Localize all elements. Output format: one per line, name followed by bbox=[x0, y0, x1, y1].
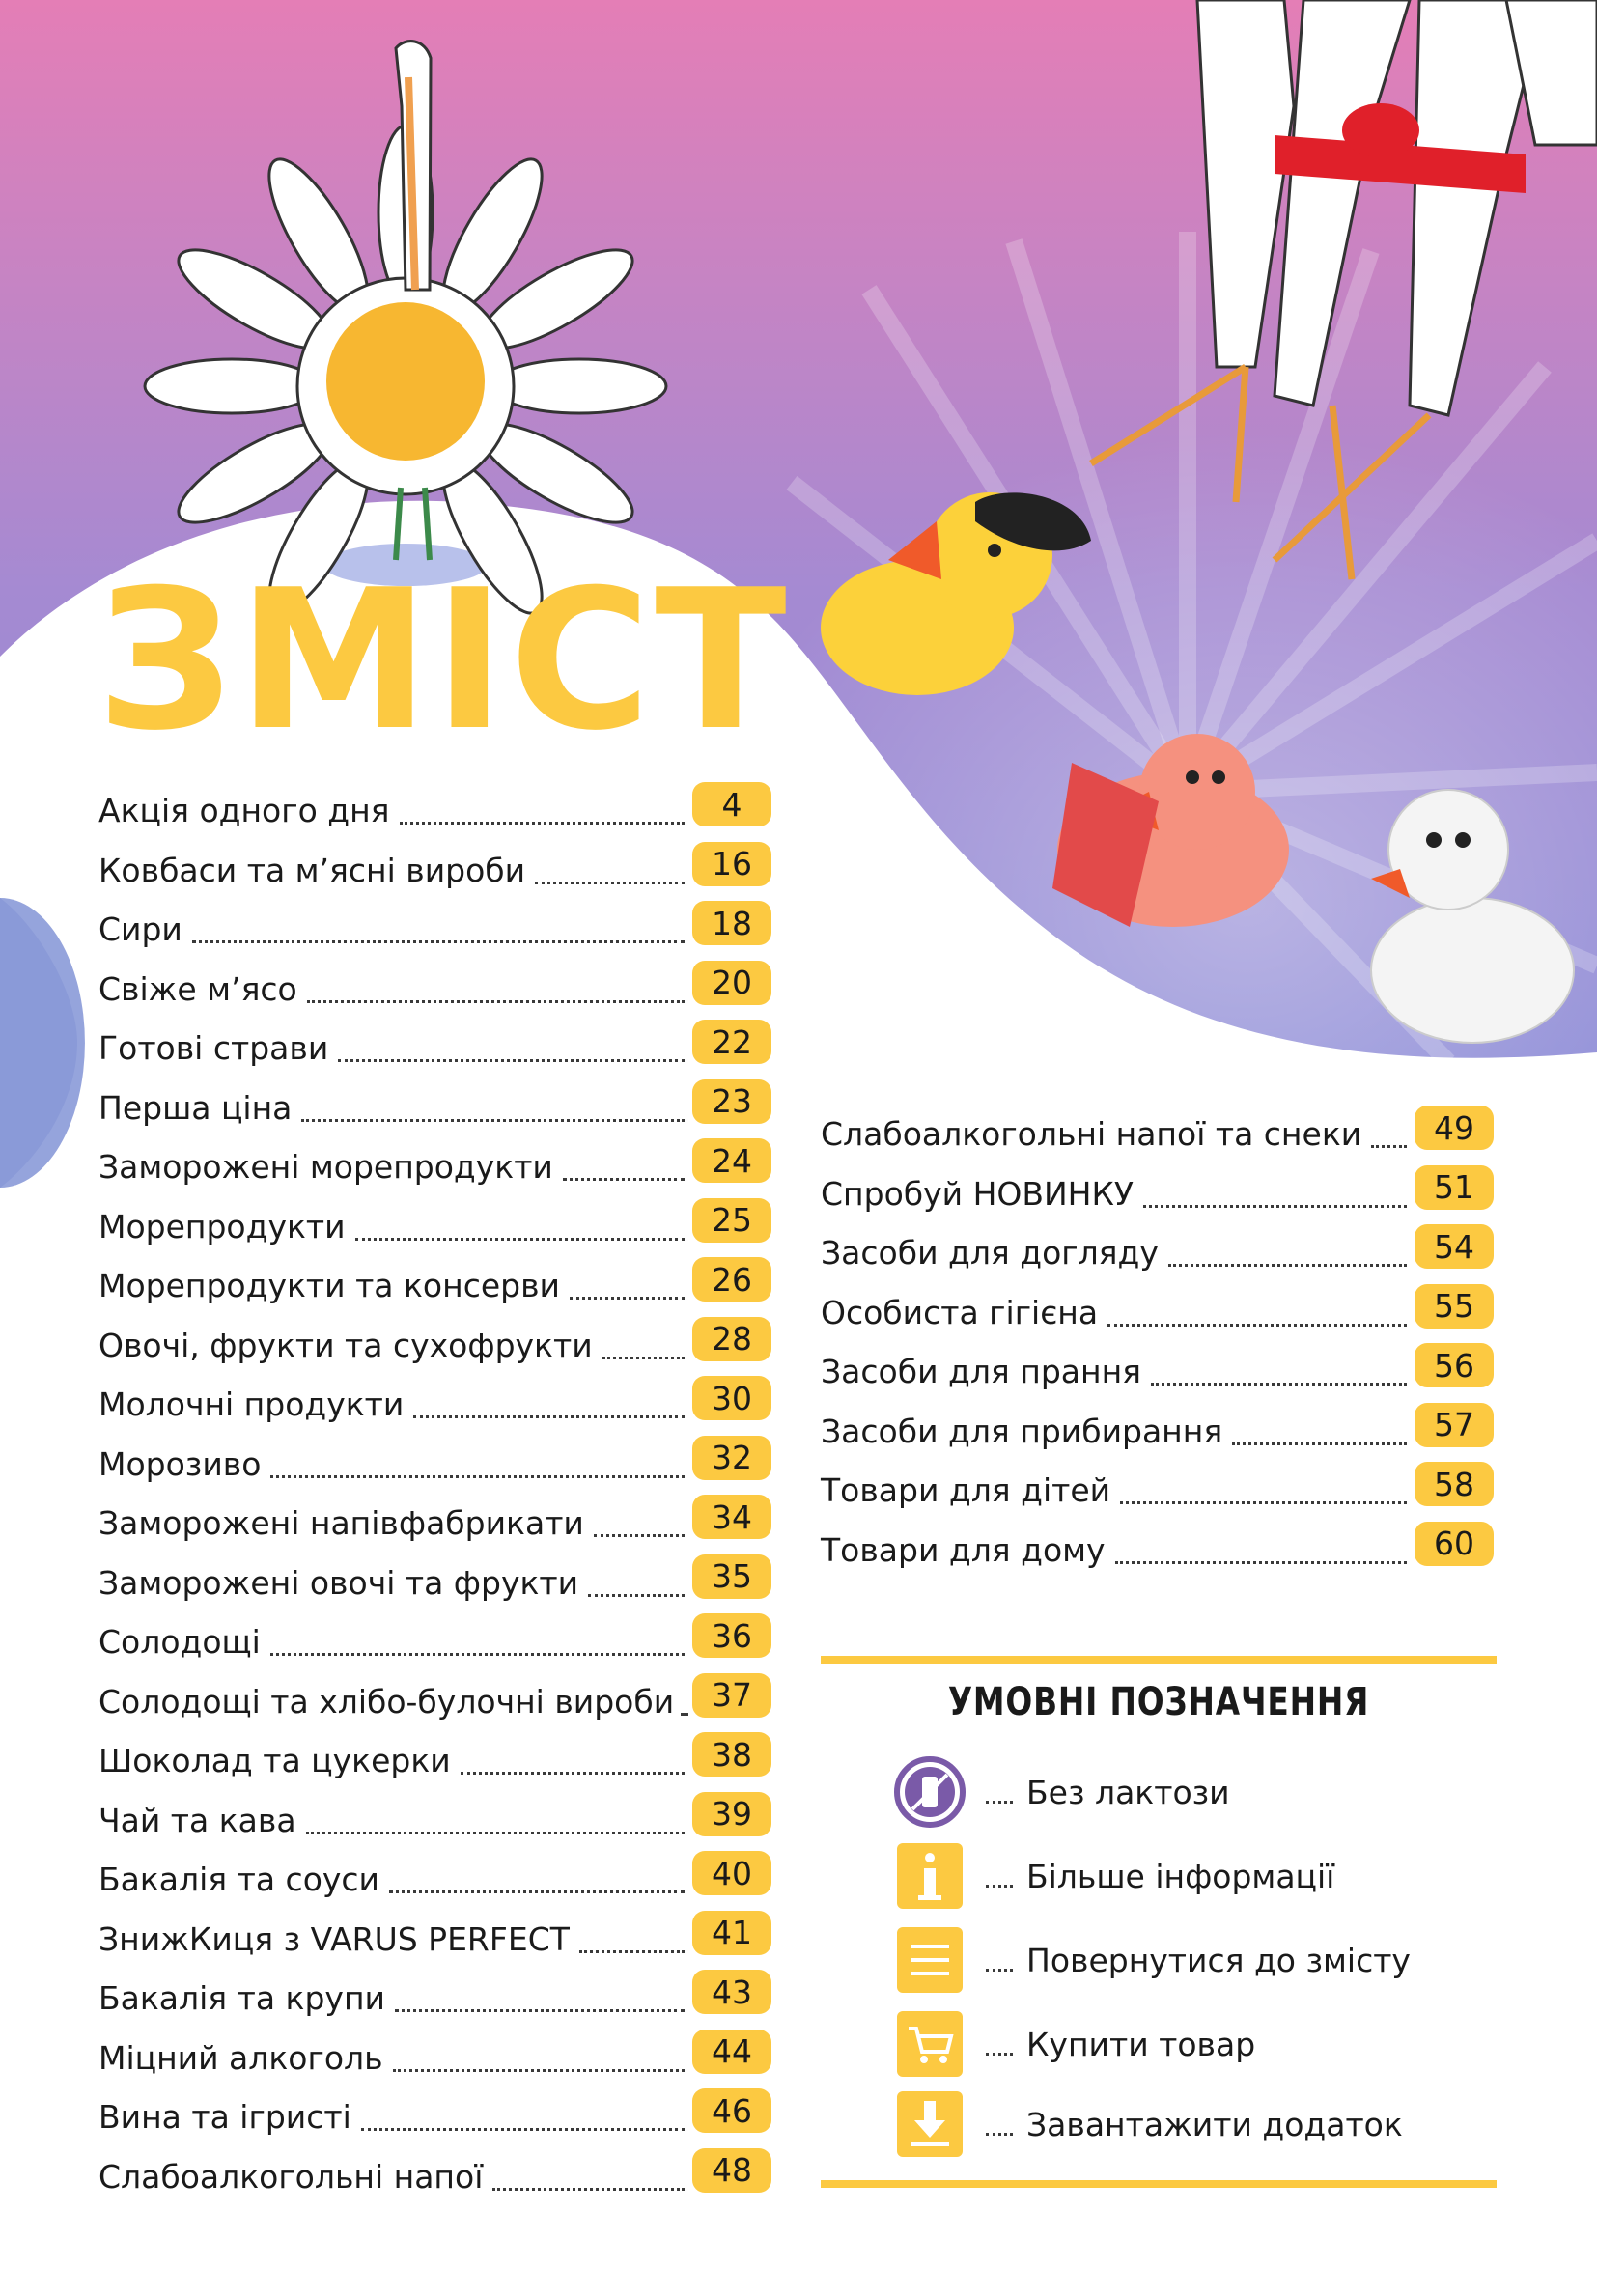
legend-dots bbox=[986, 1885, 1013, 1888]
toc-leader-dots bbox=[1120, 1500, 1407, 1504]
toc-entry[interactable] bbox=[821, 1462, 1415, 1512]
toc-entry-label: Сири bbox=[98, 910, 182, 948]
toc-leader-dots bbox=[684, 1712, 685, 1716]
toc-page-badge[interactable]: 38 bbox=[692, 1732, 771, 1777]
toc-page-badge[interactable]: 20 bbox=[692, 961, 771, 1005]
toc-page-badge[interactable]: 41 bbox=[692, 1911, 771, 1955]
toc-entry[interactable] bbox=[821, 1224, 1415, 1274]
toc-leader-dots bbox=[1232, 1442, 1407, 1445]
toc-entry[interactable] bbox=[98, 2088, 692, 2139]
toc-page-badge[interactable]: 34 bbox=[692, 1495, 771, 1539]
toc-leader-dots bbox=[579, 1949, 685, 1953]
toc-entry[interactable] bbox=[98, 1376, 692, 1426]
legend-item-info bbox=[893, 1839, 1334, 1913]
toc-leader-dots bbox=[338, 1058, 685, 1062]
toc-right-column bbox=[821, 1106, 1497, 1579]
toc-entry[interactable] bbox=[98, 1436, 692, 1486]
toc-page-badge[interactable]: 22 bbox=[692, 1020, 771, 1064]
toc-entry-label: Міцний алкоголь bbox=[98, 2038, 383, 2077]
toc-entry-label: Солодощі та хлібо-булочні вироби bbox=[98, 1682, 675, 1721]
legend-item-menu bbox=[893, 1923, 1411, 1997]
toc-page-badge[interactable]: 26 bbox=[692, 1257, 771, 1302]
legend-dots bbox=[986, 2133, 1013, 2136]
toc-entry-label: Вина та ігристі bbox=[98, 2098, 351, 2136]
toc-leader-dots bbox=[270, 1652, 685, 1656]
toc-page-badge[interactable]: 58 bbox=[1415, 1462, 1494, 1506]
toc-entry-label: ЗнижКиця з VARUS PERFECT bbox=[98, 1919, 570, 1958]
toc-leader-dots bbox=[1151, 1382, 1407, 1386]
toc-entry[interactable] bbox=[98, 1198, 692, 1248]
toc-leader-dots bbox=[301, 1118, 685, 1122]
toc-leader-dots bbox=[395, 2008, 685, 2012]
toc-entry-label: Солодощі bbox=[98, 1623, 261, 1661]
toc-page-badge[interactable]: 28 bbox=[692, 1317, 771, 1361]
toc-leader-dots bbox=[355, 1237, 685, 1241]
toc-entry[interactable] bbox=[98, 1138, 692, 1189]
toc-entry[interactable] bbox=[98, 2030, 692, 2080]
toc-entry[interactable] bbox=[98, 2148, 692, 2198]
toc-entry-label: Морозиво bbox=[98, 1444, 262, 1483]
toc-page-badge[interactable]: 51 bbox=[1415, 1165, 1494, 1210]
toc-leader-dots bbox=[602, 1356, 685, 1359]
toc-page-badge[interactable]: 60 bbox=[1415, 1522, 1494, 1566]
toc-entry[interactable] bbox=[821, 1403, 1415, 1453]
toc-entry[interactable] bbox=[821, 1343, 1415, 1393]
toc-leader-dots bbox=[393, 2068, 685, 2072]
toc-leader-dots bbox=[588, 1593, 685, 1597]
legend-dots bbox=[986, 1969, 1013, 1972]
legend-top-rule bbox=[821, 1656, 1497, 1664]
toc-page-badge[interactable]: 57 bbox=[1415, 1403, 1494, 1447]
toc-page-badge[interactable]: 37 bbox=[692, 1673, 771, 1718]
toc-entry[interactable] bbox=[98, 1911, 692, 1961]
toc-leader-dots bbox=[306, 1831, 685, 1834]
toc-entry-label: Свіже м’ясо bbox=[98, 969, 297, 1008]
toc-leader-dots bbox=[361, 2127, 685, 2131]
toc-page-badge[interactable]: 25 bbox=[692, 1198, 771, 1243]
toc-entry-label: Засоби для прибирання bbox=[821, 1412, 1223, 1450]
toc-page-badge[interactable]: 24 bbox=[692, 1138, 771, 1183]
toc-entry-label: Спробуй НОВИНКУ bbox=[821, 1174, 1135, 1213]
toc-leader-dots bbox=[270, 1474, 685, 1478]
toc-leader-dots bbox=[1107, 1323, 1407, 1327]
legend-label: Без лактози bbox=[1026, 1773, 1230, 1811]
toc-entry-label: Засоби для прання bbox=[821, 1353, 1141, 1390]
legend-label: Завантажити додаток bbox=[1026, 2105, 1403, 2143]
toc-page-badge[interactable]: 35 bbox=[692, 1554, 771, 1599]
toc-entry[interactable] bbox=[98, 1732, 692, 1782]
toc-entry-label: Бакалія та соуси bbox=[98, 1861, 380, 1898]
toc-entry[interactable] bbox=[98, 1317, 692, 1367]
toc-entry-label: Засоби для догляду bbox=[821, 1234, 1159, 1272]
legend-item-cart bbox=[893, 2007, 1255, 2081]
toc-entry-label: Чай та кава bbox=[98, 1801, 296, 1839]
toc-leader-dots bbox=[570, 1296, 685, 1300]
toc-entry[interactable] bbox=[821, 1284, 1415, 1334]
toc-page-badge[interactable]: 43 bbox=[692, 1970, 771, 2014]
toc-entry[interactable] bbox=[98, 1673, 692, 1723]
toc-entry[interactable] bbox=[98, 1554, 692, 1605]
toc-entry-label: Ковбаси та м’ясні вироби bbox=[98, 851, 526, 889]
toc-leader-dots bbox=[535, 881, 685, 884]
toc-page-badge[interactable]: 54 bbox=[1415, 1224, 1494, 1269]
toc-page-badge[interactable]: 40 bbox=[692, 1851, 771, 1895]
toc-page-badge[interactable]: 44 bbox=[692, 2030, 771, 2074]
toc-page-badge[interactable]: 46 bbox=[692, 2088, 771, 2133]
toc-leader-dots bbox=[413, 1414, 685, 1418]
toc-page-badge[interactable]: 23 bbox=[692, 1079, 771, 1124]
toc-leader-dots bbox=[461, 1771, 685, 1775]
toc-leader-dots bbox=[563, 1177, 685, 1181]
toc-entry-label: Товари для дітей bbox=[821, 1471, 1111, 1509]
toc-entry[interactable] bbox=[821, 1165, 1415, 1216]
toc-page-badge[interactable]: 18 bbox=[692, 901, 771, 945]
toc-entry[interactable] bbox=[98, 1792, 692, 1842]
toc-page-badge[interactable]: 48 bbox=[692, 2148, 771, 2193]
toc-leader-dots bbox=[389, 1890, 685, 1893]
toc-page-badge[interactable]: 55 bbox=[1415, 1284, 1494, 1329]
toc-entry[interactable] bbox=[98, 842, 692, 892]
toc-page-badge[interactable]: 49 bbox=[1415, 1106, 1494, 1150]
toc-page-badge[interactable]: 56 bbox=[1415, 1343, 1494, 1387]
toc-entry-label: Бакалія та крупи bbox=[98, 1979, 385, 2017]
toc-entry-label: Заморожені напівфабрикати bbox=[98, 1504, 584, 1542]
toc-entry-label: Морепродукти та консерви bbox=[98, 1267, 560, 1304]
page-title: ЗМІСТ bbox=[97, 548, 791, 773]
toc-entry[interactable] bbox=[98, 1851, 692, 1901]
download-icon bbox=[893, 2087, 967, 2161]
toc-entry[interactable] bbox=[98, 1970, 692, 2020]
toc-entry-label: Заморожені морепродукти bbox=[98, 1148, 553, 1186]
toc-leader-dots bbox=[1371, 1144, 1407, 1148]
toc-page-badge[interactable]: 36 bbox=[692, 1613, 771, 1658]
legend-item-lactose-free bbox=[893, 1755, 1230, 1829]
toc-entry[interactable] bbox=[98, 901, 692, 951]
toc-entry-label: Слабоалкогольні напої bbox=[98, 2157, 484, 2196]
toc-entry[interactable] bbox=[821, 1522, 1415, 1572]
toc-leader-dots bbox=[594, 1533, 685, 1537]
toc-entry-label: Заморожені овочі та фрукти bbox=[98, 1563, 579, 1602]
legend-label: Повернутися до змісту bbox=[1026, 1941, 1411, 1979]
toc-leader-dots bbox=[1168, 1263, 1407, 1267]
toc-page-badge[interactable]: 4 bbox=[692, 782, 771, 826]
toc-entry-label: Шоколад та цукерки bbox=[98, 1742, 451, 1779]
legend-label: Більше інформації bbox=[1026, 1857, 1335, 1895]
toc-entry-label: Морепродукти bbox=[98, 1207, 346, 1246]
toc-leader-dots bbox=[1143, 1204, 1407, 1208]
toc-entry-label: Готові страви bbox=[98, 1029, 329, 1067]
toc-entry[interactable] bbox=[821, 1106, 1415, 1156]
legend-item-download bbox=[893, 2087, 1403, 2161]
toc-leader-dots bbox=[192, 939, 685, 943]
toc-entry-label: Слабоалкогольні напої та снеки bbox=[821, 1115, 1362, 1153]
toc-page-badge[interactable]: 16 bbox=[692, 842, 771, 886]
legend-label: Купити товар bbox=[1026, 2025, 1256, 2063]
toc-entry-label: Перша ціна bbox=[98, 1088, 293, 1127]
toc-entry[interactable] bbox=[98, 1020, 692, 1070]
toc-left-column bbox=[98, 782, 774, 2211]
toc-leader-dots bbox=[1115, 1560, 1407, 1564]
toc-entry[interactable] bbox=[98, 1613, 692, 1664]
toc-entry-label: Акція одного дня bbox=[98, 792, 390, 829]
legend-dots bbox=[986, 2053, 1013, 2056]
toc-page-badge[interactable]: 39 bbox=[692, 1792, 771, 1836]
toc-entry-label: Особиста гігієна bbox=[821, 1293, 1099, 1331]
toc-entry[interactable] bbox=[98, 1257, 692, 1307]
toc-leader-dots bbox=[492, 2187, 685, 2191]
lactose-free-icon bbox=[893, 1755, 967, 1829]
toc-leader-dots bbox=[400, 821, 685, 825]
legend-dots bbox=[986, 1801, 1013, 1804]
toc-entry[interactable] bbox=[98, 1079, 692, 1130]
toc-entry-label: Товари для дому bbox=[821, 1530, 1106, 1569]
menu-icon bbox=[893, 1923, 967, 1997]
toc-entry-label: Молочні продукти bbox=[98, 1386, 405, 1423]
legend-bottom-rule bbox=[821, 2180, 1497, 2188]
toc-page-badge[interactable]: 30 bbox=[692, 1376, 771, 1420]
toc-page-badge[interactable]: 32 bbox=[692, 1436, 771, 1480]
toc-entry-label: Овочі, фрукти та сухофрукти bbox=[98, 1326, 593, 1364]
toc-entry[interactable] bbox=[98, 1495, 692, 1545]
toc-entry[interactable] bbox=[98, 782, 692, 832]
legend-heading: УМОВНІ ПОЗНАЧЕННЯ bbox=[947, 1680, 1370, 1724]
cart-icon bbox=[893, 2007, 967, 2081]
toc-entry[interactable] bbox=[98, 961, 692, 1011]
info-icon bbox=[893, 1839, 967, 1913]
toc-leader-dots bbox=[307, 999, 685, 1003]
